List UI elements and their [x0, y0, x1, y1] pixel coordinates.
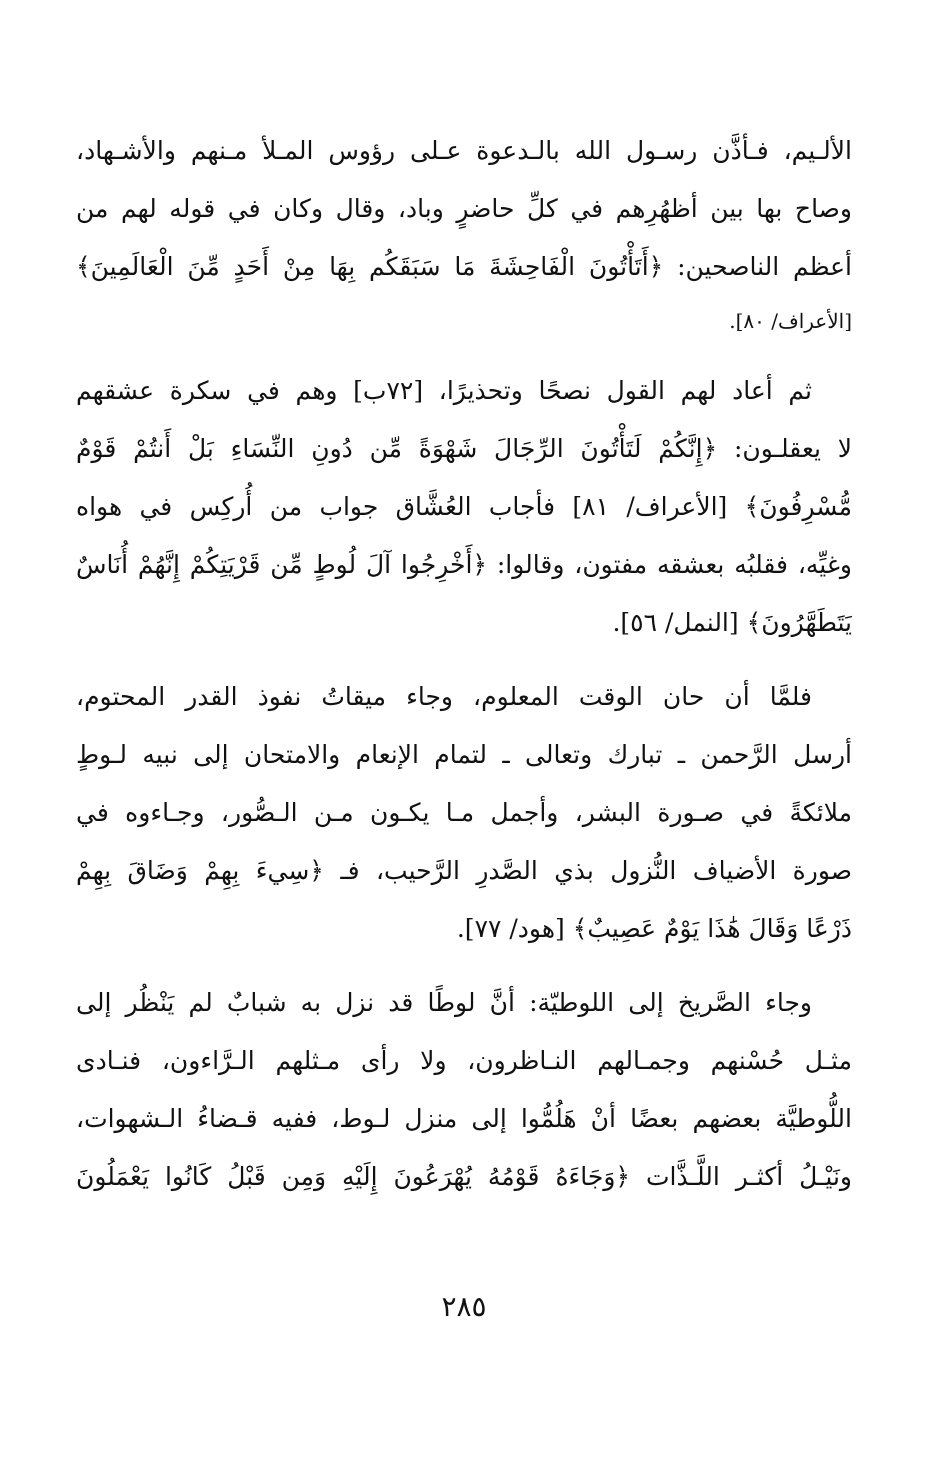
text-line: ونَيْـلُ أكثـر اللَّـذَّات ﴿وَجَاءَهُ قَوْمُهُ يُهْرَعُونَ إِلَيْهِ وَمِن قَبْلُ كَانُوا يَعْمَلُونَ	[76, 1162, 852, 1191]
text-line: ثم أعاد لهم القول نصحًا وتحذيرًا، [٧٢ب] وهم في سكرة عشقهم	[76, 376, 812, 405]
text-line: وصاح بها بين أظهُرِهم في كلِّ حاضرٍ وباد، وقال وكان في قوله لهم من	[76, 194, 852, 223]
text-line: يَتَطَهَّرُونَ﴾ [النمل/ ٥٦].	[612, 608, 852, 637]
text-line: مثـل حُسْنهم وجمـالهم النـاظرون، ولا رأى مـثلهم الـرَّاءون، فنـادى	[76, 1046, 852, 1075]
text-line: أرسل الرَّحمن ـ تبارك وتعالى ـ لتمام الإنعام والامتحان إلى نبيه لـوطٍ	[76, 740, 852, 769]
citation-line: [الأعراف/ ٨٠].	[729, 309, 852, 333]
paragraph-4	[76, 974, 852, 1206]
text-line: اللُّوطيَّة بعضهم بعضًا أنْ هَلُمُّوا إلى منزل لـوط، ففيه قـضاءُ الـشهوات،	[76, 1104, 852, 1133]
text-line: وغيِّه، فقلبُه بعشقه مفتون، وقالوا: ﴿أَخْرِجُوا آلَ لُوطٍ مِّن قَرْيَتِكُمْ إِنَّهُمْ أُنَاسٌ	[76, 550, 852, 579]
text-line: ملائكةً في صـورة البشر، وأجمل مـا يكـون مـن الـصُّور، وجـاءوه في	[76, 798, 852, 827]
text-line: فلمَّا أن حان الوقت المعلوم، وجاء ميقاتُ نفوذ القدر المحتوم،	[76, 682, 812, 711]
text-line: صورة الأضياف النُّزول بذي الصَّدرِ الرَّحيب، فـ ﴿سِيءَ بِهِمْ وَضَاقَ بِهِمْ	[76, 856, 852, 885]
paragraph-3	[76, 668, 852, 958]
text-line: لا يعقلـون: ﴿إِنَّكُمْ لَتَأْتُونَ الرِّجَالَ شَهْوَةً مِّن دُونِ النِّسَاءِ بَلْ أَنتُمْ قَوْمٌ	[76, 434, 852, 463]
page-body	[76, 122, 852, 1222]
text-line: مُّسْرِفُونَ﴾ [الأعراف/ ٨١] فأجاب العُشَّاق جواب من أُركِس في هواه	[76, 492, 852, 521]
paragraph-1	[76, 122, 852, 346]
text-line: وجاء الصَّريخ إلى اللوطيّة: أنَّ لوطًا قد نزل به شبابٌ لم يَنْظُر إلى	[76, 988, 812, 1017]
paragraph-2	[76, 362, 852, 652]
text-line: ذَرْعًا وَقَالَ هَٰذَا يَوْمٌ عَصِيبٌ﴾ [هود/ ٧٧].	[456, 914, 852, 943]
page-number: ٢٨٥	[441, 1290, 487, 1323]
text-line: الألـيم، فـأذَّن رسـول الله بالـدعوة عـلى رؤوس المـلأ مـنهم والأشـهاد،	[76, 136, 852, 165]
text-line: أعظم الناصحين: ﴿أَتَأْتُونَ الْفَاحِشَةَ مَا سَبَقَكُم بِهَا مِنْ أَحَدٍ مِّنَ الْعَالَمِينَ﴾	[76, 252, 852, 281]
